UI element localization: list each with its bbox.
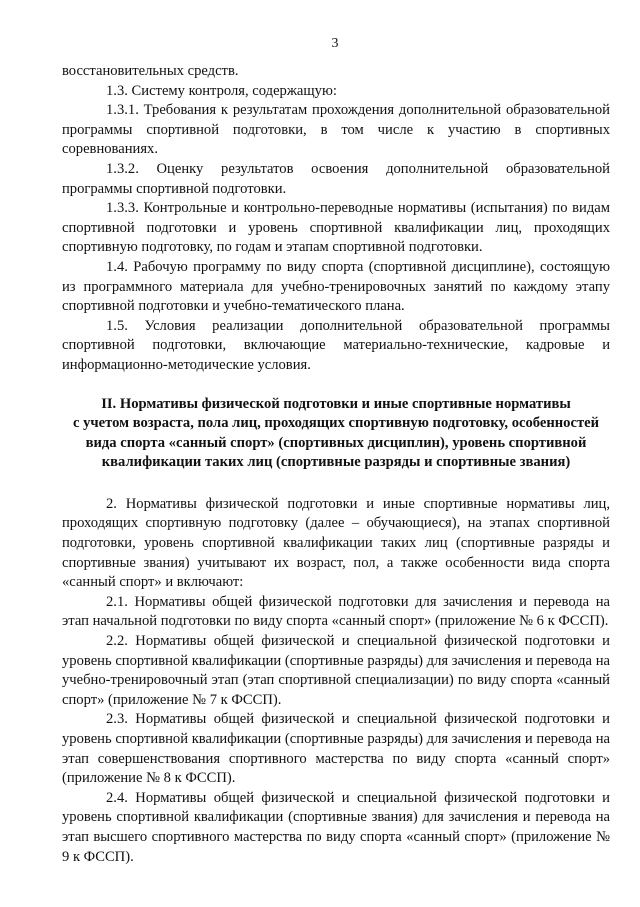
document-body [62, 62, 610, 867]
page-number: 3 [331, 36, 339, 51]
section-heading [62, 395, 610, 473]
paragraph-p1-3-3: 1.3.3. Контрольные и контрольно-переводные нормативы (испытания) по видам спортивной подготовки и уровень спортивной квалификации лиц, проходящих спортивную подготовку, по годам и этапам спортивной подготовки. [62, 200, 610, 256]
paragraph-p2-4: 2.4. Нормативы общей физической и специальной физической подготовки и уровень спортивной квалификации (спортивные звания) для зачисления и перевода на этап высшего спортивного мастерства по виду спорта «санный спорт» (приложение № 9 к ФССП). [62, 789, 610, 865]
bottom-paragraphs [62, 495, 610, 867]
paragraph-p1-3: 1.3. Систему контроля, содержащую: [106, 82, 337, 99]
section-heading-line: с учетом возраста, пола лиц, проходящих спортивную подготовку, особенностей [73, 415, 599, 432]
paragraph-p1-3-1: 1.3.1. Требования к результатам прохождения дополнительной образовательной программы спортивной подготовки, в том числе к участию в спортивных соревнованиях. [62, 102, 610, 158]
paragraph-p2: 2. Нормативы физической подготовки и иные спортивные нормативы лиц, проходящих спортивную подготовку (далее – обучающиеся), на этапах спортивной подготовки, уровень спортивной квалификации таких лиц (спортивные разряды и спортивные звания) учитывают их возраст, пол, а также особенности вида спорта «санный спорт» и включают: [62, 495, 610, 591]
paragraph-cont: восстановительных средств. [62, 63, 239, 79]
paragraph-p2-2: 2.2. Нормативы общей физической и специальной физической подготовки и уровень спортивной квалификации (спортивные разряды) для зачисления и перевода на учебно-тренировочный этап (этап спортивной специализации) по виду спорта «санный спорт» (приложение № 7 к ФССП). [62, 633, 610, 708]
paragraph-p2-3: 2.3. Нормативы общей физической и специальной физической подготовки и уровень спортивной квалификации (спортивные разряды) для зачисления и перевода на этап совершенствования спортивного мастерства по виду спорта «санный спорт» (приложение № 8 к ФССП). [62, 711, 610, 787]
paragraph-p1-3-2: 1.3.2. Оценку результатов освоения дополнительной образовательной программы спортивной подготовки. [62, 160, 610, 197]
section-heading-line: квалификации таких лиц (спортивные разряды и спортивные звания) [101, 454, 571, 471]
paragraph-p1-5: 1.5. Условия реализации дополнительной образовательной программы спортивной подготовки, включающие материально-технические, кадровые и информационно-методические условия. [62, 317, 610, 373]
section-heading-line: вида спорта «санный спорт» (спортивных дисциплин), уровень спортивной [85, 434, 587, 451]
section-heading-line: II. Нормативы физической подготовки и иные спортивные нормативы [101, 395, 571, 412]
paragraph-p2-1: 2.1. Нормативы общей физической подготовки для зачисления и перевода на этап начальной подготовки по виду спорта «санный спорт» (приложение № 6 к ФССП). [62, 593, 610, 630]
paragraph-p1-4: 1.4. Рабочую программу по виду спорта (спортивной дисциплине), состоящую из программного материала для учебно-тренировочных занятий по каждому этапу спортивной подготовки и учебно-тематического плана. [62, 258, 610, 315]
top-paragraphs [62, 62, 610, 376]
